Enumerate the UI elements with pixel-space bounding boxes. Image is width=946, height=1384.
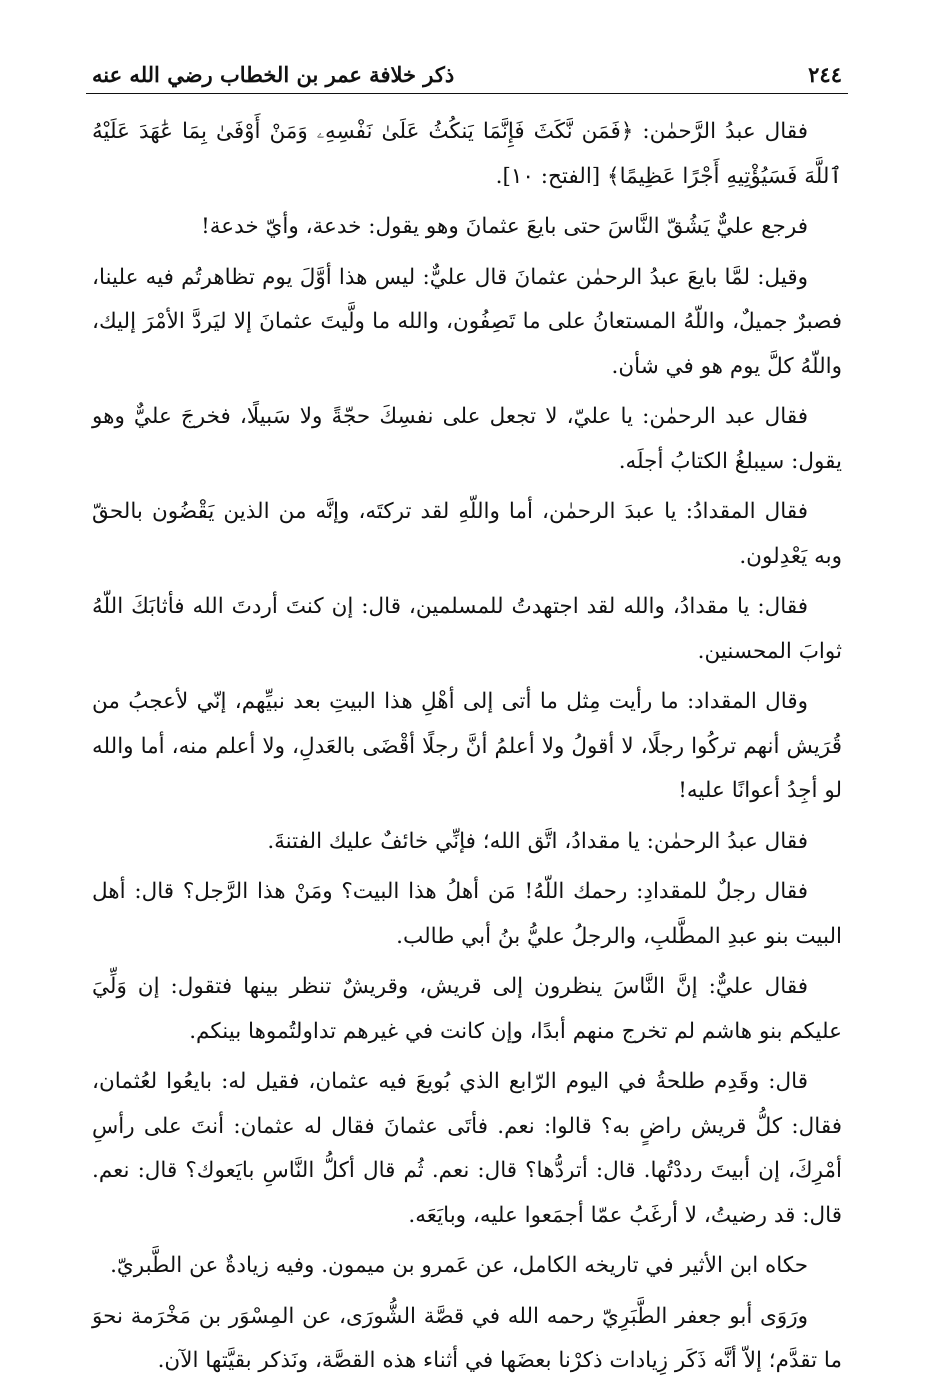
paragraph: فقال عبدُ الرَّحمٰن: ﴿فَمَن نَّكَثَ فَإِنَّمَا يَنكُثُ عَلَىٰ نَفْسِهِۦ وَمَنْ أَوْفَىٰ بِمَا عَٰهَدَ عَلَيْهُ ٱللَّهَ فَسَيُؤْتِيهِ أَجْرًا عَظِيمًا﴾ [الفتح: ١٠]. [92, 119, 842, 189]
paragraph: حكاه ابن الأثير في تاريخه الكامل، عن عَمرو بن ميمون. وفيه زيادةٌ عن الطَّبريّ. [110, 1253, 808, 1278]
paragraph: وقال المقداد: ما رأيت مِثل ما أتى إلى أهْلِ هذا البيتِ بعد نبيِّهم، إنّي لأعجبُ من قُرَيش أنهم تركُوا رجلًا، لا أقولُ ولا أعلمُ أنَّ رجلًا أقْضَى بالعَدلِ، ولا أعلم منه، أما والله لو أجِدُ أعوانًا عليه! [92, 689, 842, 803]
paragraph: فقال رجلٌ للمقدادِ: رحمك اللّهُ! مَن أهلُ هذا البيت؟ ومَنْ هذا الرَّجل؟ قال: أهل البيت بنو عبدِ المطَّلبِ، والرجلُ عليُّ بنُ أبي طالب. [92, 879, 842, 949]
paragraph: فقال المقدادُ: يا عبدَ الرحمٰن، أما واللّهِ لقد تركتَه، وإنَّه من الذين يَقْضُون بالحقّ وبه يَعْدِلون. [92, 499, 842, 569]
paragraph: وقيل: لمَّا بايعَ عبدُ الرحمٰن عثمانَ قال عليٌّ: ليس هذا أوَّلَ يوم تظاهرتُم فيه علينا، فصبرٌ جميلٌ، واللّهُ المستعانُ على ما تَصِفُون، والله ما ولَّيتَ عثمانَ إلا ليَردَّ الأمْرَ إليك، واللّهُ كلَّ يوم هو في شأن. [92, 264, 842, 379]
paragraph: فقال عليٌّ: إنَّ النَّاسَ ينظرون إلى قريش، وقريشٌ تنظر بينها فتقول: إن وَلِّيَ عليكم بنو هاشم لم تخرج منهم أبدًا، وإن كانت في غيرهم تداولتُموها بينكم. [92, 974, 842, 1044]
page-body [92, 110, 842, 1384]
header-rule [86, 93, 848, 94]
running-title: ذكر خلافة عمر بن الخطاب رضي الله عنه [92, 62, 455, 87]
paragraph: ورَوَى أبو جعفر الطَّبَرِيّ رحمه الله في قصَّة الشُّورَى، عن المِسْوَر بن مَخْرَمة نحوَ ما تقدَّم؛ إلاّ أنَّه ذَكَر زِيادات ذكرْنا بعضَها في أثناء هذه القصَّة، ونَذكر بقيَّتها الآن. [92, 1303, 842, 1373]
paragraph: فقال عبد الرحمٰن: يا عليّ، لا تجعل على نفسِكَ حجّةً ولا سَبيلًا، فخرجَ عليٌّ وهو يقول: سيبلغُ الكتابُ أجلَه. [92, 404, 842, 474]
page-header [92, 62, 842, 93]
paragraph: قال: وقَدِم طلحةُ في اليوم الرّابع الذي بُويعَ فيه عثمان، فقيل له: بايعُوا لعُثمان، فقال: كلُّ قريش راضٍ به؟ قالوا: نعم. فأتَى عثمانَ فقال له عثمان: أنتَ على رأسِ أمْرِكَ، إن أبيتَ رددْتُها. قال: أتردُّها؟ قال: نعم. ثُم قال أكلُّ النَّاسِ بايَعوك؟ قال: نعم. قال: قد رضيتُ، لا أرغَبُ عمّا أجمَعوا عليه، وبايَعَه. [92, 1069, 842, 1228]
paragraph: فقال: يا مقدادُ، والله لقد اجتهدتُ للمسلمين، قال: إن كنتَ أردتَ الله فأثابَكَ اللّهُ ثوابَ المحسنين. [92, 594, 842, 664]
paragraph: فقال عبدُ الرحمٰن: يا مقدادُ، اتَّق الله؛ فإنِّي خائفٌ عليك الفتنةَ. [267, 828, 808, 854]
paragraph: فرجع عليٌّ يَشُقّ النَّاسَ حتى بايعَ عثمانَ وهو يقول: خدعة، وأيّ خدعة! [201, 214, 808, 239]
page-number: ٢٤٤ [808, 62, 842, 87]
